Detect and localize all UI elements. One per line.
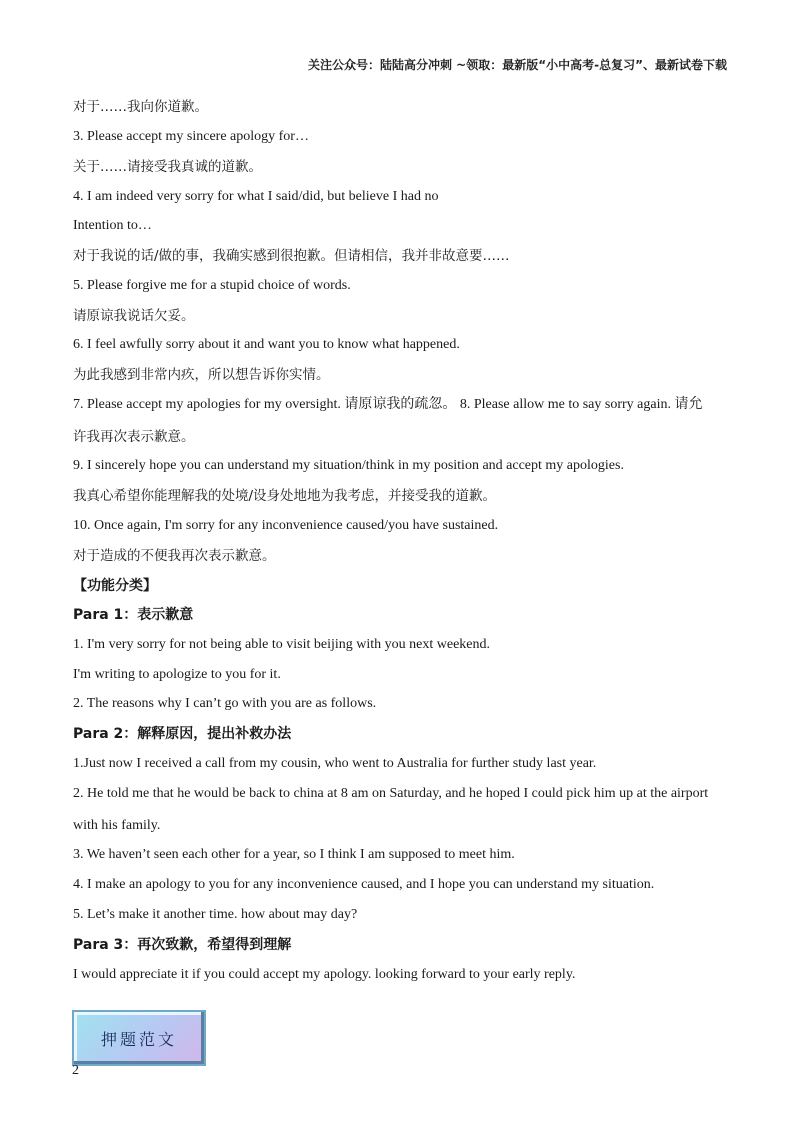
text-line: 1.Just now I received a call from my cousin, who went to Australia for further study last year.: [73, 756, 597, 771]
page-header: 关注公众号：陆陆高分冲刺 ~领取：最新版“小中高考-总复习”、最新试卷下载: [308, 58, 727, 72]
text-line: with his family.: [73, 818, 161, 833]
text-line: 我真心希望你能理解我的处境/设身处地地为我考虑，并接受我的道歉。: [73, 488, 497, 504]
text-line: 对于造成的不便我再次表示歉意。: [73, 548, 276, 564]
text-line: 5. Please forgive me for a stupid choice of words.: [73, 278, 351, 293]
section-heading: Para 3：再次致歉，希望得到理解: [73, 937, 292, 953]
text-line: 4. I am indeed very sorry for what I said/did, but believe I had no: [73, 189, 439, 204]
page-number: 2: [72, 1063, 79, 1078]
section-heading: 【功能分类】: [73, 578, 157, 594]
section-heading: Para 1：表示歉意: [73, 607, 194, 623]
text-line: 许我再次表示歉意。: [73, 429, 195, 445]
text-line: 1. I'm very sorry for not being able to visit beijing with you next weekend.: [73, 637, 490, 652]
text-line: 2. The reasons why I can’t go with you are as follows.: [73, 696, 377, 711]
text-line: 3. Please accept my sincere apology for…: [73, 129, 309, 144]
text-line: 9. I sincerely hope you can understand my situation/think in my position and accept my apologies.: [73, 458, 624, 473]
text-line: Intention to…: [73, 218, 152, 233]
text-line: 6. I feel awfully sorry about it and want you to know what happened.: [73, 337, 460, 352]
text-line: I'm writing to apologize to you for it.: [73, 667, 281, 682]
text-line: 请原谅我说话欠妥。: [73, 308, 195, 324]
text-line: 10. Once again, I'm sorry for any inconvenience caused/you have sustained.: [73, 518, 499, 533]
section-heading: Para 2：解释原因，提出补救办法: [73, 726, 292, 742]
stamp-label: 押题范文: [100, 1029, 177, 1049]
text-line: 3. We haven’t seen each other for a year, so I think I am supposed to meet him.: [73, 847, 515, 862]
text-line: 2. He told me that he would be back to china at 8 am on Saturday, and he hoped I could pick him up at the airport: [73, 786, 709, 801]
text-line: 7. Please accept my apologies for my oversight. 请原谅我的疏忽。 8. Please allow me to say sorry again. 请允: [73, 397, 703, 412]
text-line: 对于我说的话/做的事，我确实感到很抱歉。但请相信，我并非故意要……: [73, 248, 510, 264]
section-stamp-badge: [72, 1010, 206, 1066]
text-line: 5. Let’s make it another time. how about may day?: [73, 907, 358, 922]
text-line: 关于……请接受我真诚的道歉。: [73, 159, 262, 175]
text-line: 4. I make an apology to you for any inconvenience caused, and I hope you can understand my situation.: [73, 877, 655, 892]
text-line: 对于……我向你道歉。: [73, 99, 208, 115]
text-line: I would appreciate it if you could accept my apology. looking forward to your early reply.: [73, 967, 576, 982]
text-line: 为此我感到非常内疚，所以想告诉你实情。: [73, 367, 330, 383]
